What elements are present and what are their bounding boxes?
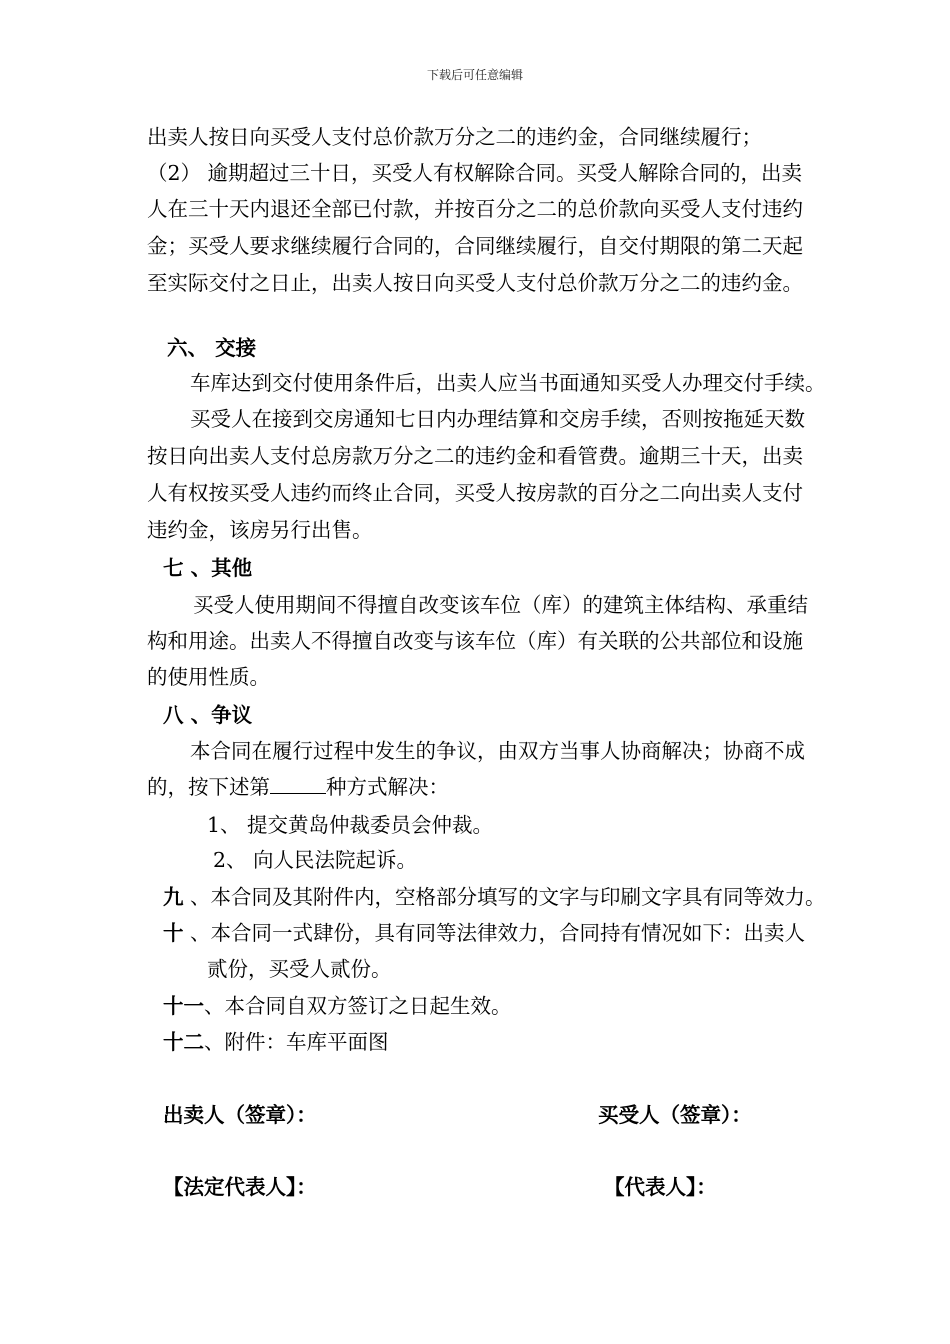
section-11-text: 、本合同自双方签订之日起生效。 (204, 994, 512, 1018)
section-6-line-1: 车库达到交付使用条件后，出卖人应当书面通知买受人办理交付手续。 (190, 371, 826, 395)
section-6-heading: 六、 交接 (167, 336, 257, 360)
section-9-number: 九 (163, 885, 184, 909)
section-12-text: 、附件：车库平面图 (204, 1030, 389, 1054)
para1-line-5: 至实际交付之日止，出卖人按日向买受人支付总价款万分之二的违约金。 (147, 271, 803, 295)
section-12 (163, 1027, 389, 1057)
seller-representative-label: 【法定代表人】： (163, 1175, 317, 1199)
section-6-line-2: 买受人在接到交房通知七日内办理结算和交房手续，否则按拖延天数 (190, 407, 805, 431)
section-7-line-2: 构和用途。出卖人不得擅自改变与该车位（库）有关联的公共部位和设施 (147, 629, 803, 653)
para1-line-4: 金；买受人要求继续履行合同的，合同继续履行，自交付期限的第二天起 (147, 234, 803, 258)
para1-line-2: （2） 逾期超过三十日，买受人有权解除合同。买受人解除合同的，出卖 (147, 161, 803, 185)
buyer-signature-label: 买受人（签章）： (598, 1103, 752, 1127)
para1-line-1: 出卖人按日向买受人支付总价款万分之二的违约金，合同继续履行； (147, 125, 762, 149)
section-8-line-2 (147, 772, 449, 802)
method-number-blank (270, 775, 326, 794)
section-8-line-2-prefix: 的，按下述第 (147, 775, 270, 799)
section-9 (163, 882, 826, 912)
section-11-number: 十一 (163, 994, 204, 1018)
section-7-heading: 七 、其他 (163, 556, 253, 580)
section-8-line-2-suffix: 种方式解决： (326, 775, 449, 799)
dispute-option-1: 1、 提交黄岛仲裁委员会仲裁。 (207, 813, 494, 837)
section-6-line-4: 人有权按买受人违约而终止合同，买受人按房款的百分之二向出卖人支付 (147, 481, 803, 505)
section-10-text: 、本合同一式肆份，具有同等法律效力，合同持有情况如下：出卖人 (183, 921, 806, 945)
section-10-continuation: 贰份，买受人贰份。 (207, 957, 392, 981)
buyer-representative-label: 【代表人】： (604, 1175, 717, 1199)
page-header: 下载后可任意编辑 (426, 68, 523, 82)
section-10-number: 十 (163, 921, 184, 945)
para1-line-3: 人在三十天内退还全部已付款，并按百分之二的总价款向买受人支付违约 (147, 197, 803, 221)
section-8-heading: 八 、争议 (163, 703, 253, 727)
seller-signature-label: 出卖人（签章）： (163, 1103, 317, 1127)
section-7-line-3: 的使用性质。 (147, 665, 270, 689)
section-7-line-1: 买受人使用期间不得擅自改变该车位（库）的建筑主体结构、承重结 (193, 593, 808, 617)
section-6-line-3: 按日向出卖人支付总房款万分之二的违约金和看管费。逾期三十天，出卖 (147, 444, 803, 468)
section-9-text: 、本合同及其附件内，空格部分填写的文字与印刷文字具有同等效力。 (183, 885, 826, 909)
section-11 (163, 991, 512, 1021)
dispute-option-2: 2、 向人民法院起诉。 (213, 848, 418, 872)
section-10 (163, 918, 805, 948)
section-8-line-1: 本合同在履行过程中发生的争议，由双方当事人协商解决；协商不成 (190, 739, 805, 763)
section-12-number: 十二 (163, 1030, 204, 1054)
section-6-line-5: 违约金，该房另行出售。 (147, 518, 373, 542)
